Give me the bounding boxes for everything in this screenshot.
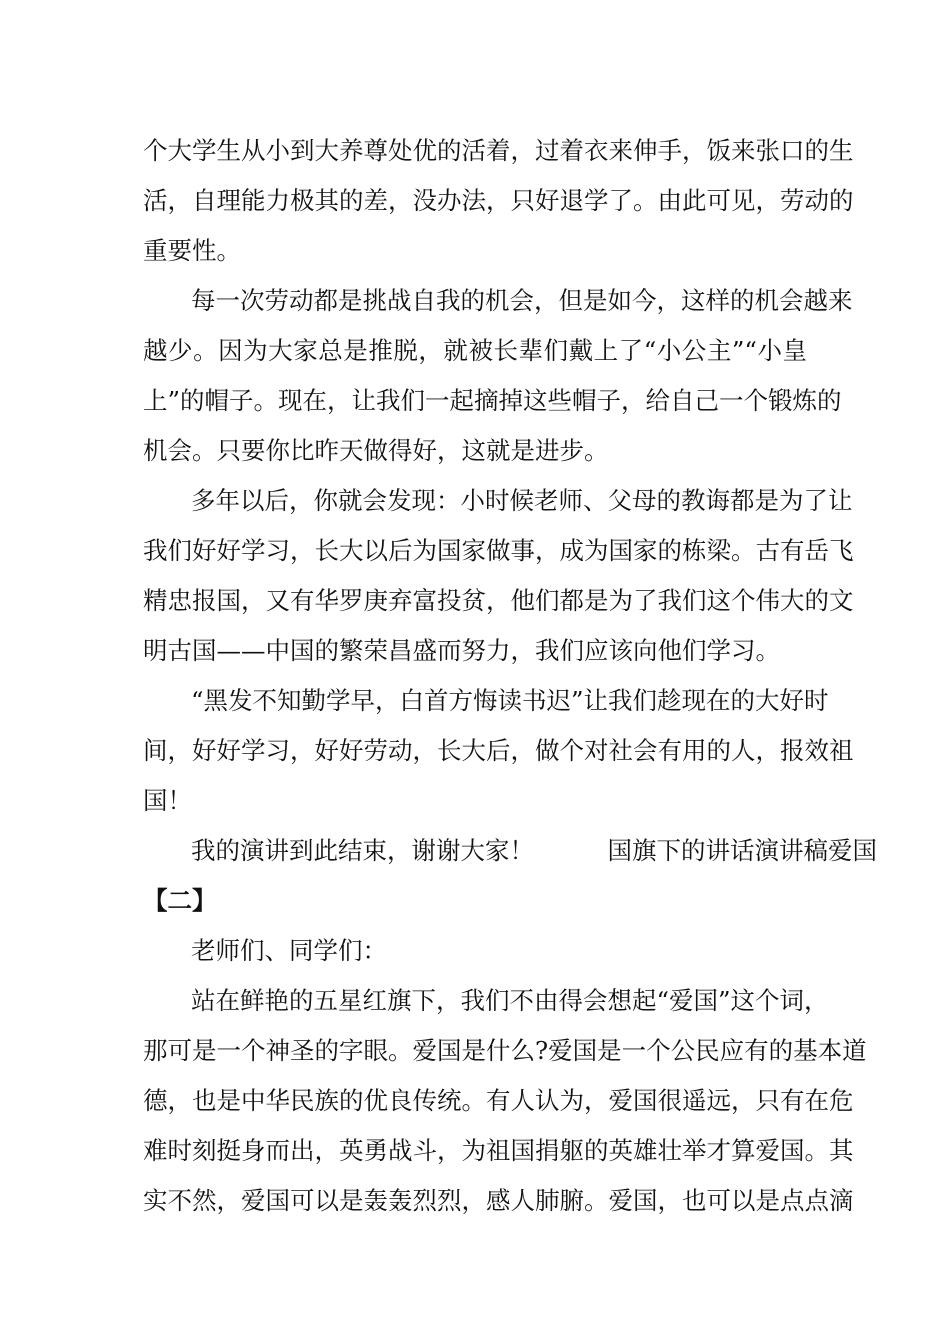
text-line: 重要性。 — [143, 236, 241, 265]
text-line: 我们好好学习，长大以后为国家做事，成为国家的栋梁。古有岳飞 — [143, 536, 854, 565]
section-heading: 【二】 — [143, 886, 217, 915]
text-line: 精忠报国，又有华罗庚弃富投贫，他们都是为了我们这个伟大的文 — [143, 586, 854, 615]
text-line: 机会。只要你比昨天做得好，这就是进步。 — [143, 436, 609, 465]
text-line: 德，也是中华民族的优良传统。有人认为，爱国很遥远，只有在危 — [143, 1086, 854, 1115]
text-line: 越少。因为大家总是推脱，就被长辈们戴上了“小公主”“小皇 — [143, 336, 807, 365]
text-line: 难时刻挺身而出，英勇战斗，为祖国捐躯的英雄壮举才算爱国。其 — [143, 1136, 854, 1165]
paragraph-first-line: 每一次劳动都是挑战自我的机会，但是如今，这样的机会越来 — [191, 286, 853, 315]
text-line: 间，好好学习，好好劳动，长大后，做个对社会有用的人，报效祖 — [143, 736, 854, 765]
paragraph-first-line: “黑发不知勤学早，白首方悔读书迟”让我们趁现在的大好时 — [191, 686, 829, 715]
salutation: 老师们、同学们： — [191, 936, 387, 965]
paragraph-first-line: 我的演讲到此结束，谢谢大家！ 国旗下的讲话演讲稿爱国 — [191, 836, 877, 865]
text-line: 上”的帽子。现在，让我们一起摘掉这些帽子，给自己一个锻炼的 — [143, 386, 842, 415]
text-line: 国！ — [143, 786, 192, 815]
paragraph-first-line: 多年以后，你就会发现：小时候老师、父母的教诲都是为了让 — [191, 486, 853, 515]
paragraph-first-line: 站在鲜艳的五星红旗下，我们不由得会想起“爱国”这个词， — [191, 986, 829, 1015]
text-line: 实不然，爱国可以是轰轰烈烈，感人肺腑。爱国，也可以是点点滴 — [143, 1186, 854, 1215]
text-line: 那可是一个神圣的字眼。爱国是什么?爱国是一个公民应有的基本道 — [143, 1036, 867, 1065]
text-line: 个大学生从小到大养尊处优的活着，过着衣来伸手，饭来张口的生 — [143, 136, 854, 165]
text-line: 明古国——中国的繁荣昌盛而努力，我们应该向他们学习。 — [143, 636, 780, 665]
text-line: 活，自理能力极其的差，没办法，只好退学了。由此可见，劳动的 — [143, 186, 854, 215]
